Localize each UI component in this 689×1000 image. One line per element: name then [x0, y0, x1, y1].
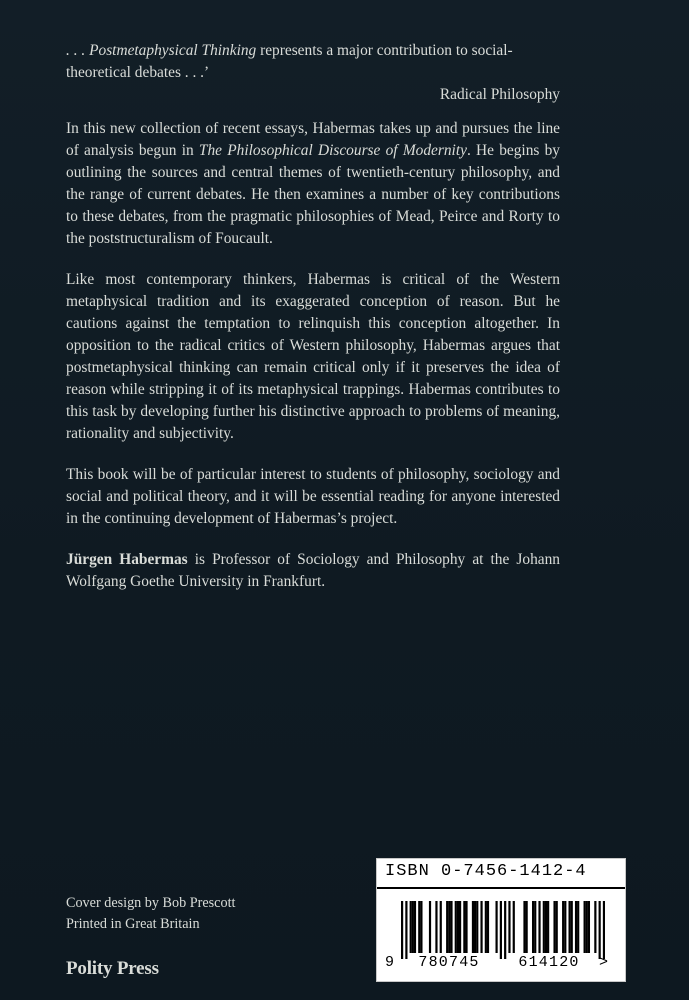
barcode-bar [401, 901, 403, 959]
quote-ellipsis: . . . [66, 42, 90, 59]
barcode-bar [547, 901, 549, 953]
barcode-bar [474, 901, 476, 953]
barcode-bar [455, 901, 457, 953]
credits [66, 893, 326, 935]
description-paragraph-2: Like most contemporary thinkers, Habermas is critical of the Western metaphysical tradition and its exaggerated conception of reason. But he cautions against the temptation to relinquish this conception altogether. In opposition to the radical critics of Western philosophy, Habermas argues that postmetaphysical thinking can remain critical only if it preserves the idea of reason while stripping it of its metaphysical trappings. Habermas contributes to this task by developing further his distinctive approach to problems of meaning, rationality and subjectivity. [66, 271, 560, 442]
barcode-bar [472, 901, 474, 953]
barcode-bar [465, 901, 467, 953]
barcode-bar [450, 901, 452, 953]
barcode-bar [440, 901, 442, 953]
barcode-bar [405, 901, 407, 959]
barcode-bar [446, 901, 448, 953]
para1-text-end: . He begins by outlining the sources and central themes of twentieth-century philosophy, and the range of current debates. He then examines a number of key contributions to these debates, from the pragmatic philosophies of Mead, Peirce and Rorty to the poststructuralism of Foucault. [66, 142, 560, 247]
barcode-bar [420, 901, 422, 953]
author-name: Jürgen Habermas [66, 551, 188, 568]
quote-text: represents a major contribution to social- [256, 42, 513, 59]
barcode-bar [534, 901, 536, 953]
ean-right-group: 614120 [518, 954, 580, 971]
barcode-bar [476, 901, 478, 953]
review-quote [66, 40, 560, 106]
author-bio-text: is Professor of Sociology and Philosophy at the Johann Wolfgang Goethe University in Frankfurt. [66, 551, 560, 590]
barcode-bar [448, 901, 450, 953]
isbn-label: ISBN 0-7456-1412-4 [385, 862, 587, 881]
barcode-bar [545, 901, 547, 953]
barcode-bar [480, 901, 482, 953]
barcode-bar [485, 901, 487, 953]
barcode-bar [500, 901, 502, 959]
quote-source: Radical Philosophy [439, 86, 560, 103]
barcode-bar [562, 901, 564, 953]
barcode-bar [564, 901, 566, 953]
barcode-bar [584, 901, 586, 953]
barcode-bar [553, 901, 555, 953]
barcode-icon [401, 901, 605, 959]
barcode-bar [463, 901, 465, 953]
ean-digits [385, 954, 617, 971]
printed-in: Printed in Great Britain [66, 916, 200, 932]
barcode-bar [487, 901, 489, 953]
barcode-bar [532, 901, 534, 953]
barcode-bar [594, 901, 596, 953]
barcode-bar [543, 901, 545, 953]
para1-text-start: In this new collection of recent essays, Habermas takes up and pursues the line of analysis begun in [66, 120, 560, 159]
ean-first-digit: 9 [385, 954, 396, 971]
barcode-bar [586, 901, 588, 953]
barcode-bar [603, 901, 605, 959]
barcode-bar [538, 901, 540, 953]
quote-book-title: Postmetaphysical Thinking [89, 42, 257, 59]
quote-line-1 [66, 40, 560, 62]
barcode-bar [414, 901, 416, 953]
barcode-bar [523, 901, 525, 953]
barcode-bar [588, 901, 590, 953]
publisher-name: Polity Press [66, 958, 159, 979]
ean-marker: > [599, 954, 610, 971]
barcode-bar [429, 901, 431, 953]
barcode-bar [435, 901, 437, 953]
barcode-bar [599, 901, 601, 959]
isbn-barcode-box [376, 858, 626, 982]
barcode-bar [575, 901, 577, 953]
author-bio [66, 549, 560, 593]
barcode-bar [556, 901, 558, 953]
description-paragraph-1 [66, 118, 560, 250]
barcode-bar [495, 901, 497, 953]
barcode-bar [513, 901, 515, 953]
para1-book-title: The Philosophical Discourse of Modernity [198, 142, 467, 159]
barcode-bar [457, 901, 459, 953]
barcode-bar [508, 901, 510, 953]
quote-line-2: theoretical debates . . .’ [66, 64, 210, 81]
barcode-bar [459, 901, 461, 953]
barcode-bar [568, 901, 570, 953]
barcode-bar [577, 901, 579, 953]
barcode-bar [410, 901, 412, 953]
isbn-divider [377, 887, 625, 889]
description-paragraph-3: This book will be of particular interest to students of philosophy, sociology and social and political theory, and it will be essential reading for anyone interested in the continuing development of Habermas’s project. [66, 466, 560, 527]
blurb [66, 40, 560, 612]
barcode-bar [504, 901, 506, 959]
barcode-bar [571, 901, 573, 953]
ean-left-group: 780745 [418, 954, 480, 971]
barcode-bar [418, 901, 420, 953]
cover-design-credit: Cover design by Bob Prescott [66, 895, 236, 911]
barcode-bar [412, 901, 414, 953]
barcode-bar [526, 901, 528, 953]
